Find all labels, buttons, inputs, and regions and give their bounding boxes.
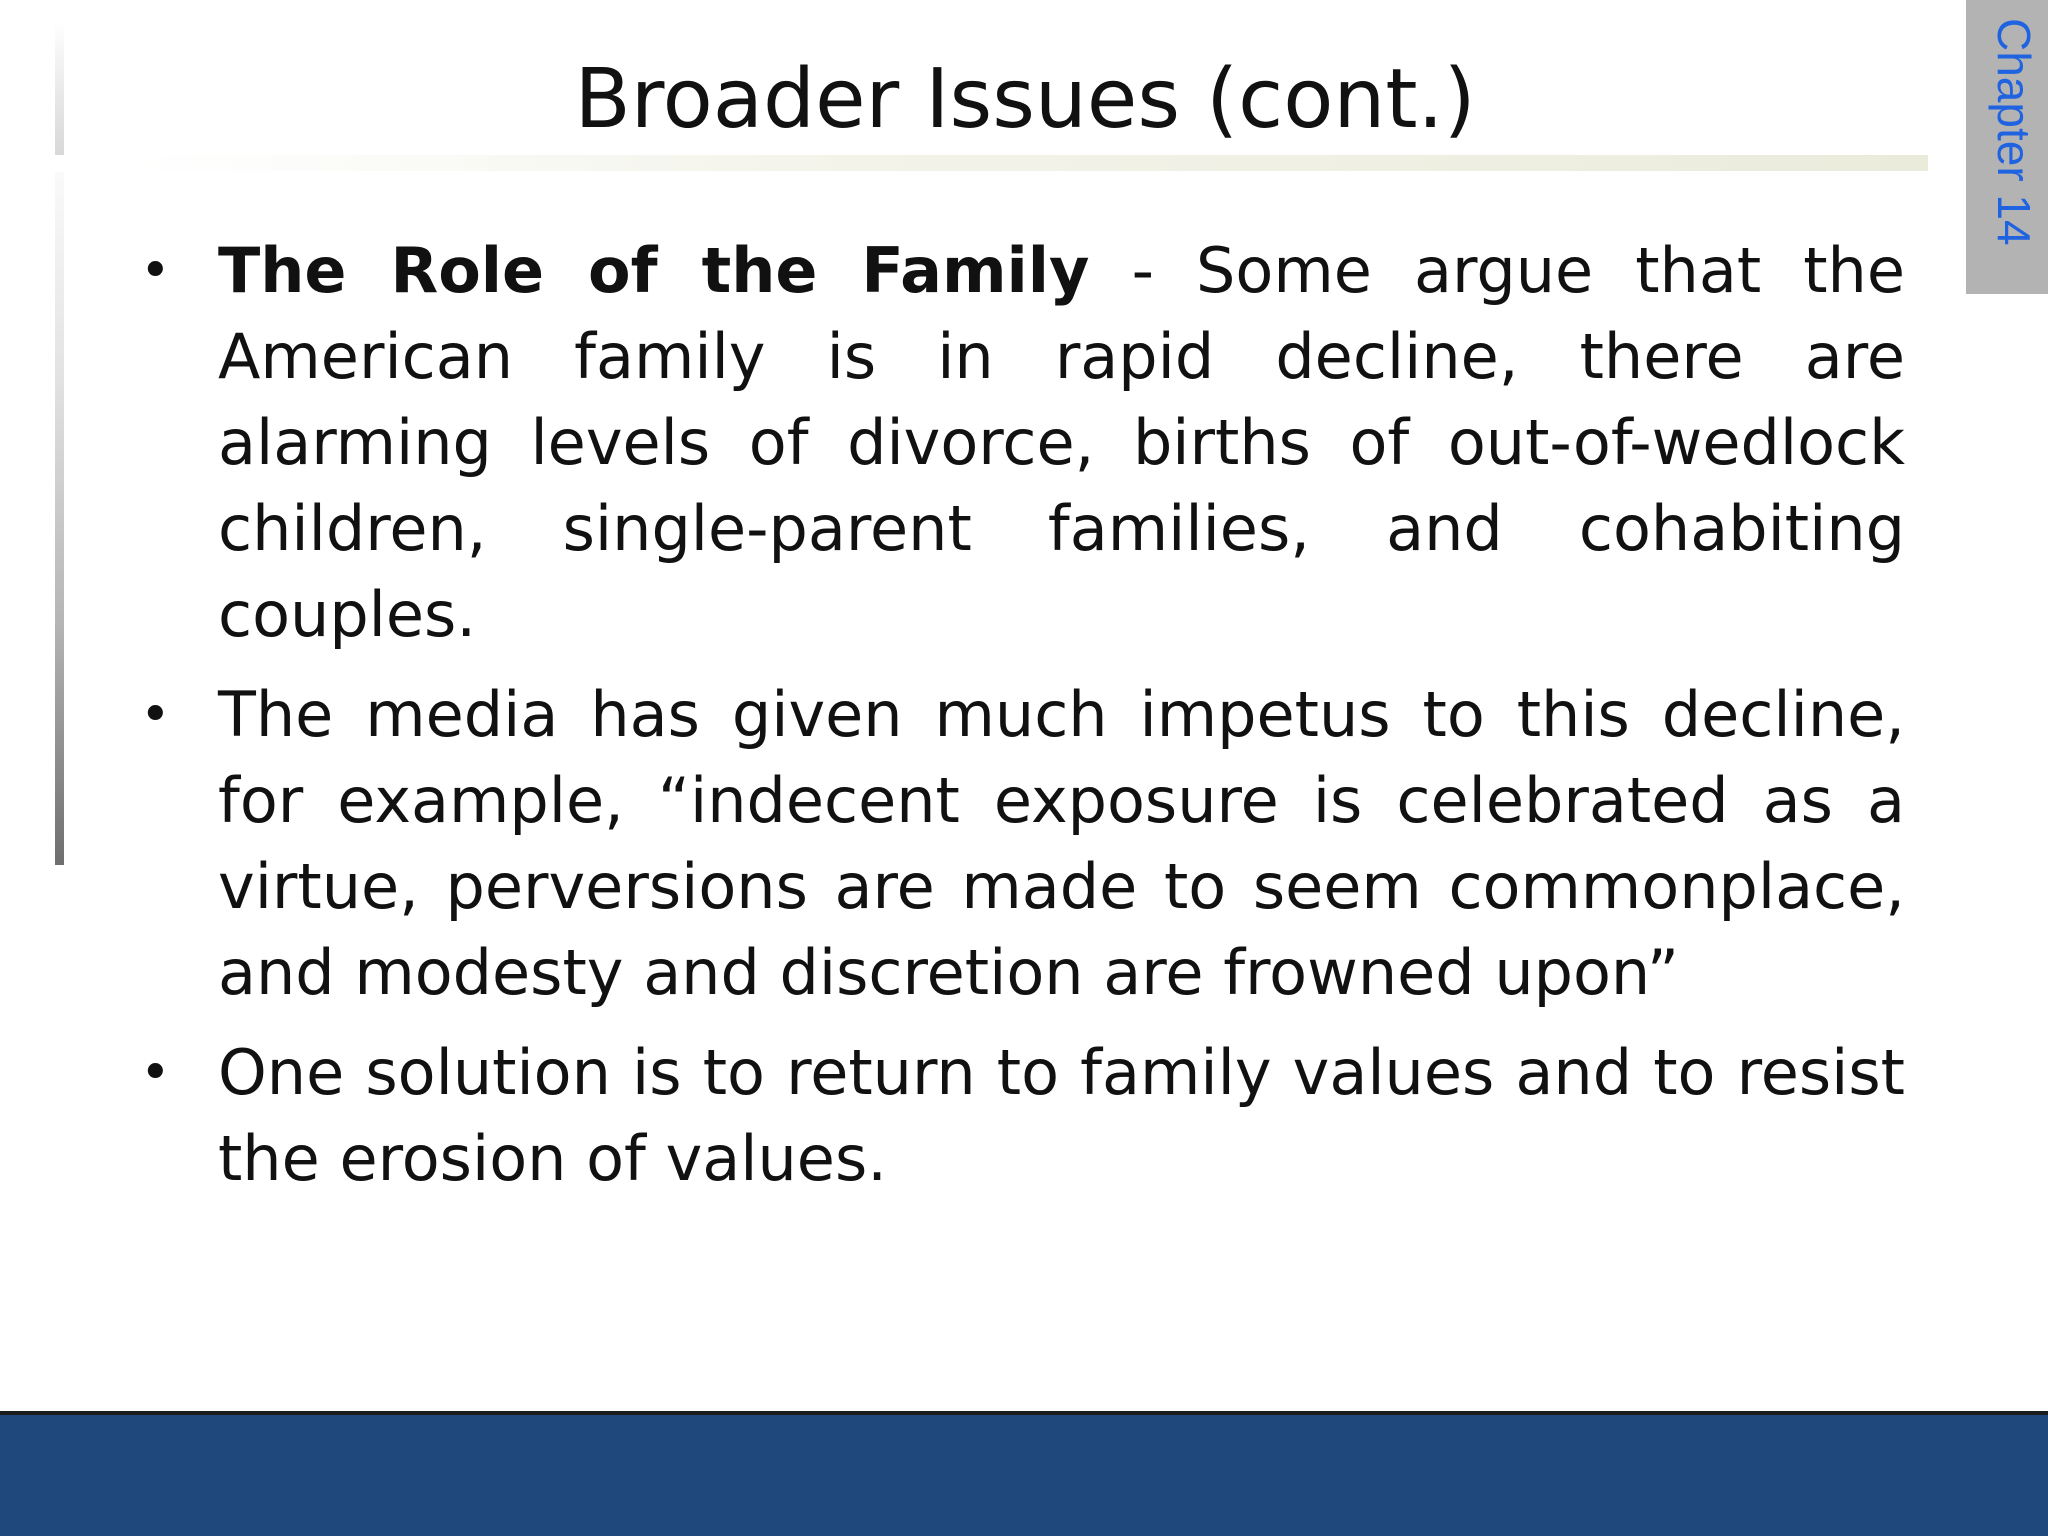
bullet-item <box>140 672 1905 1016</box>
chapter-label: Chapter 14 <box>1988 18 2040 246</box>
bullet-text: - Some argue that the American family is in rapid decline, there are alarming levels of divorce, births of out-of-wedlock children, single-parent families, and cohabiting couples. <box>218 234 1905 651</box>
left-accent-bar <box>55 172 64 865</box>
bullet-dot-icon: • <box>140 685 171 745</box>
bullet-item <box>140 1030 1905 1202</box>
bullet-dot-icon: • <box>140 241 171 301</box>
slide-title: Broader Issues (cont.) <box>574 52 1476 147</box>
bullet-list <box>140 228 1905 1216</box>
left-accent-bar-top <box>55 22 64 155</box>
footer-band <box>0 1415 2048 1536</box>
bullet-text: One solution is to return to family values and to resist the erosion of values. <box>218 1036 1905 1195</box>
bullet-dot-icon: • <box>140 1043 171 1103</box>
title-underline-rule <box>135 155 1928 171</box>
bullet-item <box>140 228 1905 658</box>
bullet-lead: The Role of the Family <box>218 234 1090 307</box>
bullet-text: The media has given much impetus to this decline, for example, “indecent exposure is celebrated as a virtue, perversions are made to seem commonplace, and modesty and discretion are frowned upon” <box>218 678 1905 1009</box>
